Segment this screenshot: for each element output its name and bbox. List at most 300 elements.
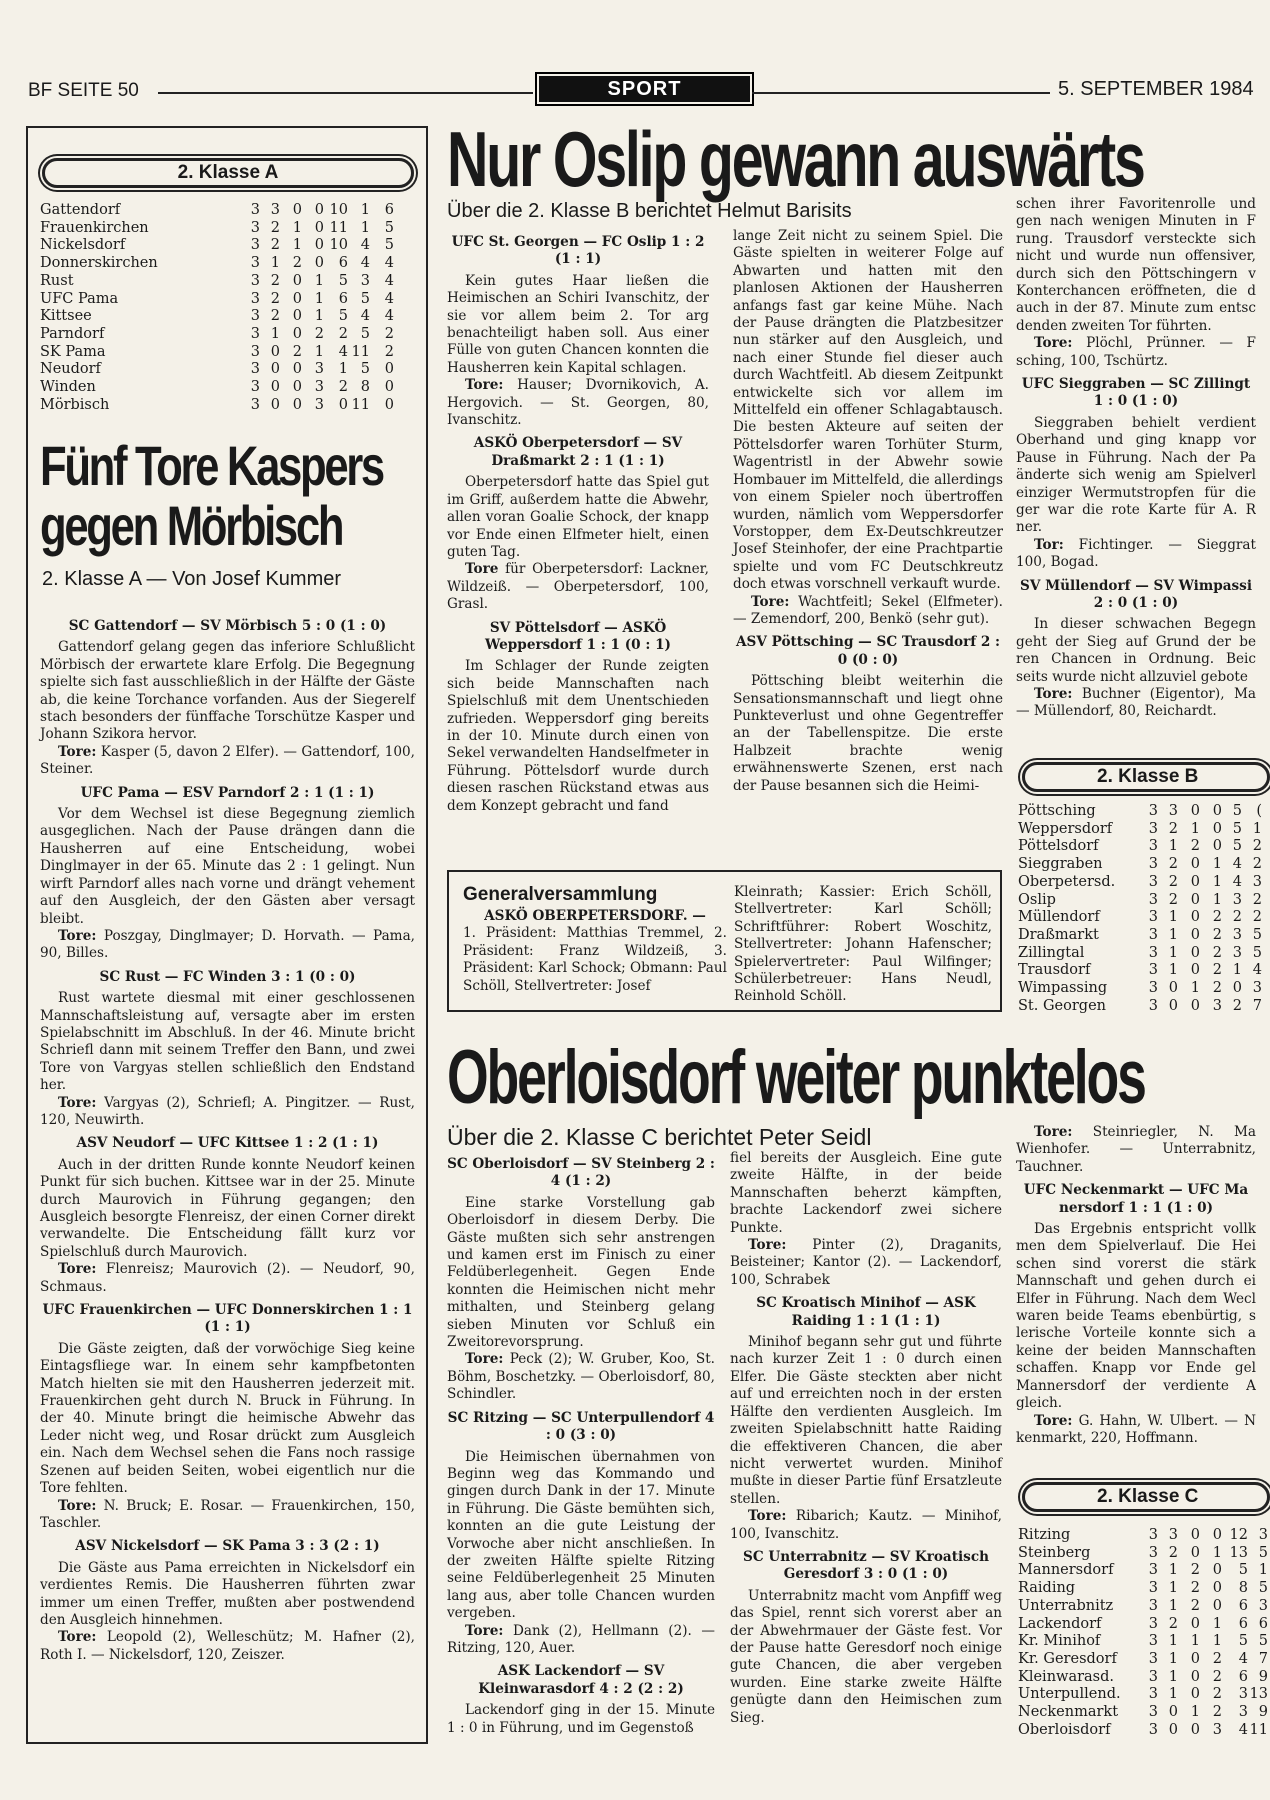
stat-value: 3 [1148, 873, 1158, 890]
standings-row [1018, 1562, 1268, 1580]
stat-value: 0 [292, 290, 302, 307]
article-c-column-1 [447, 1150, 715, 1737]
team-name: Rust [40, 272, 74, 289]
team-name: Winden [40, 379, 96, 396]
stat-value: 3 [250, 308, 260, 325]
stat-value: 6 [384, 202, 394, 218]
stat-value: 0 [270, 361, 280, 378]
scorers-line [40, 1095, 415, 1130]
match-heading: SC Rust — FC Winden 3 : 1 (0 : 0) [99, 968, 356, 985]
generalversammlung-left [463, 908, 727, 995]
stat-value: ( [1256, 803, 1262, 819]
stat-value: 8 [360, 379, 370, 396]
stat-value: 3 [1148, 891, 1158, 908]
stat-value: 0 [1190, 1721, 1200, 1738]
scorers-label: Tore: [58, 743, 97, 760]
stat-value: 2 [1212, 1668, 1222, 1685]
scorers-text: Leopold (2), Welleschütz; M. Hafner (2), Roth I. — Nickelsdorf, 120, Zeiszer. [40, 1629, 415, 1663]
stat-value: 1 [1168, 1633, 1178, 1650]
stat-value: 3 [314, 396, 324, 413]
standings-row [40, 220, 394, 238]
stat-value: 1 [1168, 962, 1178, 979]
stat-value: 2 [1168, 1544, 1178, 1561]
header-rule-left [158, 92, 533, 94]
generalversammlung-text-right: Kleinrath; Kassier: Erich Schöll, Stellvertreter: Karl Schöll; Schriftführer: Robert Woschitz, Stellvertreter: Johann Hafenscher; Spielervertreter: Paul Wilfinger; Schülerbetreuer: Hans Neudl, Reinhold Schöll. [734, 884, 992, 1005]
stat-value: 1 [1258, 1562, 1268, 1579]
scorers-text: Pinter (2), Draganits, Beisteiner; Kantor (2). — Lackendorf, 100, Schrabek [730, 1237, 1002, 1288]
stat-value: 3 [1148, 1704, 1158, 1721]
stat-value: 1 [314, 343, 324, 360]
scorers-line [1016, 1124, 1256, 1176]
scorers-text: N. Bruck; E. Rosar. — Frauenkirchen, 150, Taschler. [40, 1497, 415, 1531]
stat-value: 2 [1212, 944, 1222, 961]
stat-value: 3 [1148, 1544, 1158, 1561]
stat-value: 5 [1232, 838, 1242, 855]
stat-value: 3 [250, 290, 260, 307]
scorers-label: Tore: [1034, 1124, 1073, 1140]
stat-value: 2 [1168, 873, 1178, 890]
team-name: Trausdorf [1018, 962, 1091, 979]
team-name: Neudorf [40, 361, 101, 378]
stat-value: 2 [1190, 1562, 1200, 1579]
article-paragraph: Die Gäste zeigten, daß der vorwöchige Sieg keine Eintagsfliege war. In einem sehr kampfbetonten Match hielten sie mit den Hausherren jederzeit mit. Frauenkirchen geht durch N. Bruck in Führung. In der 40. Minute bringt die heimische Abwehr das Leder nicht weg, und Rosar drückt zum Ausgleich ein. Nach dem Wechsel sehen die Fans noch rassige Szenen auf beiden Seiten, wobei eigentlich nur die Tore fehlten. [40, 1340, 415, 1497]
stat-value: 2 [1232, 909, 1242, 926]
article-paragraph: Lackendorf ging in der 15. Minute 1 : 0 in Führung, und im Gegenstoß [447, 1702, 715, 1736]
stat-value: 1 [360, 202, 370, 218]
scorers-line [730, 1508, 1002, 1543]
stat-value: 1 [360, 219, 370, 236]
team-name: Pöttelsdorf [1018, 838, 1099, 855]
stat-value: 0 [1190, 1527, 1200, 1543]
stat-value: 8 [1238, 1580, 1248, 1597]
stat-value: 4 [360, 255, 370, 272]
stat-value: 5 [360, 325, 370, 342]
team-name: Mörbisch [40, 396, 110, 413]
stat-value: 3 [250, 361, 260, 378]
standings-row [1018, 892, 1262, 910]
scorers-label: Tore: [1034, 335, 1073, 352]
stat-value: 0 [1168, 1704, 1178, 1721]
stat-value: 1 [1212, 891, 1222, 908]
stat-value: 0 [1190, 856, 1200, 873]
stat-value: 2 [270, 308, 280, 325]
stat-value: 3 [250, 272, 260, 289]
stat-value: 3 [1238, 1686, 1248, 1703]
stat-value: 2 [1168, 891, 1178, 908]
stat-value: 6 [1238, 1668, 1248, 1685]
standings-row [40, 326, 394, 344]
stat-value: 2 [270, 290, 280, 307]
stat-value: 9 [1258, 1704, 1268, 1721]
article-paragraph: Vor dem Wechsel ist diese Begegnung ziemlich ausgeglichen. Nach der Pause drängen dann die Hausherren auf eine Entscheidung, wobei Dinglmayer in der 65. Minute das 2 : 1 gelingt. Nun wirft Parndorf alles nach vorne und drängt vehement auf den Ausgleich, der den Gästen aber versagt bleibt. [40, 806, 415, 927]
scorers-label: Tore: [465, 1622, 504, 1639]
klasse-a-standings [40, 202, 394, 414]
stat-value: 4 [384, 290, 394, 307]
stat-value: 3 [1148, 838, 1158, 855]
stat-value: 2 [1190, 838, 1200, 855]
match-heading: SC Oberloisdorf — SV Steinberg 2 : 4 (1 : 2) [447, 1156, 715, 1190]
standings-row [1018, 1580, 1268, 1598]
standings-row [1018, 980, 1262, 998]
standings-row [1018, 1722, 1268, 1740]
scorers-line [447, 377, 709, 429]
standings-row [40, 237, 394, 255]
scorers-label: Tore: [748, 1237, 787, 1254]
stat-value: 4 [384, 308, 394, 325]
stat-value: 0 [292, 202, 302, 218]
standings-row [40, 291, 394, 309]
stat-value: 4 [338, 343, 348, 360]
article-a-title-line1: Fünf Tore Kaspers [40, 434, 383, 497]
stat-value: 5 [1252, 926, 1262, 943]
generalversammlung-title: Generalversammlung [463, 884, 658, 905]
standings-row [40, 344, 394, 362]
article-paragraph: Das Ergebnis entspricht vollk men dem Spielverlauf. Die Hei schen sind vorerst die stärk Mannschaft und gehen durch ei Elfer in Führung. Nach dem Wecl waren beide Teams ebenbürtig, s lerische Vorteile konnte sich a keine der beiden Mannschaften schaffen. Knapp vor Ende gel Mannersdorf der verdiente A gleich. [1016, 1221, 1256, 1412]
team-name: Kr. Minihof [1018, 1633, 1101, 1650]
team-name: Oberpetersd. [1018, 873, 1116, 890]
stat-value: 6 [1258, 1615, 1268, 1632]
stat-value: 1 [1190, 980, 1200, 997]
stat-value: 3 [270, 202, 280, 218]
stat-value: 0 [1212, 803, 1222, 819]
stat-value: 3 [1148, 926, 1158, 943]
team-name: Donnerskirchen [40, 255, 158, 272]
stat-value: 2 [1168, 820, 1178, 837]
article-paragraph: Eine starke Vorstellung gab Oberloisdorf in diesem Derby. Die Gäste mußten sich sehr anstrengen und kamen erst im Finisch zu einer Feldüberlegenheit. Gegen Ende konnten die Heimischen nicht mehr mithalten, und Steinberg gelang sieben Minuten vor Schluß ein Zweitorevorsprung. [447, 1194, 715, 1351]
stat-value: 2 [1212, 909, 1222, 926]
stat-value: 3 [1238, 1704, 1248, 1721]
stat-value: 7 [1252, 997, 1262, 1014]
standings-row [1018, 945, 1262, 963]
scorers-line [447, 1623, 715, 1658]
article-c-title: Oberloisdorf weiter punktelos [447, 1035, 1145, 1120]
article-paragraph: Pöttsching bleibt weiterhin die Sensationsmannschaft und liegt ohne Punkteverlust und ohne Gegentreffer an der Tabellenspitze. Die erste Halbzeit brachte wenig erwähnenswerte Szenen, erst nach der Pause besannen sich die Heimi- [733, 673, 1003, 794]
stat-value: 0 [314, 219, 324, 236]
stat-value: 1 [270, 325, 280, 342]
stat-value: 0 [1168, 997, 1178, 1014]
scorers-label: Tore: [58, 927, 97, 944]
standings-row [1018, 998, 1262, 1016]
stat-value: 2 [1168, 1615, 1178, 1632]
issue-date: 5. SEPTEMBER 1984 [1058, 78, 1254, 100]
stat-value: 2 [1252, 856, 1262, 873]
stat-value: 1 [1212, 856, 1222, 873]
team-name: Zillingtal [1018, 944, 1085, 961]
stat-value: 2 [1168, 856, 1178, 873]
stat-value: 3 [1258, 1597, 1268, 1614]
standings-row [1018, 1545, 1268, 1563]
article-b-column-1 [447, 228, 709, 815]
stat-value: 4 [1252, 962, 1262, 979]
stat-value: 2 [270, 219, 280, 236]
standings-row [1018, 1669, 1268, 1687]
scorers-text: Plöchl, Prünner. — F sching, 100, Tschürtz. [1016, 335, 1256, 369]
team-name: Kr. Geresdorf [1018, 1650, 1117, 1667]
stat-value: 1 [314, 290, 324, 307]
stat-value: 0 [1190, 1544, 1200, 1561]
stat-value: 5 [360, 290, 370, 307]
match-heading: UFC Frauenkirchen — UFC Donnerskirchen 1 : 1 (1 : 1) [42, 1302, 413, 1336]
stat-value: 1 [270, 255, 280, 272]
scorers-line [1016, 335, 1256, 370]
stat-value: 4 [384, 272, 394, 289]
article-b-title: Nur Oslip gewann auswärts [447, 115, 1144, 203]
stat-value: 3 [250, 219, 260, 236]
scorers-label: Tore: [751, 593, 790, 610]
stat-value: 0 [1168, 980, 1178, 997]
team-name: Unterrabnitz [1018, 1597, 1114, 1614]
team-name: Ritzing [1018, 1527, 1071, 1543]
stat-value: 3 [1148, 997, 1158, 1014]
stat-value: 1 [1168, 944, 1178, 961]
stat-value: 10 [329, 237, 348, 254]
stat-value: 3 [250, 202, 260, 218]
stat-value: 4 [384, 255, 394, 272]
page-number: BF SEITE 50 [28, 80, 139, 101]
stat-value: 11 [1249, 1721, 1268, 1738]
scorers-text: Kasper (5, davon 2 Elfer). — Gattendorf, 100, Steiner. [40, 743, 415, 778]
stat-value: 0 [1190, 891, 1200, 908]
stat-value: 0 [292, 379, 302, 396]
stat-value: 2 [1232, 997, 1242, 1014]
klasse-c-heading: 2. Klasse C [1022, 1482, 1270, 1512]
stat-value: 3 [1232, 944, 1242, 961]
team-name: Kleinwarasd. [1018, 1668, 1114, 1685]
stat-value: 2 [1252, 891, 1262, 908]
stat-value: 4 [1232, 873, 1242, 890]
team-name: Raiding [1018, 1580, 1076, 1597]
standings-row [1018, 1633, 1268, 1651]
stat-value: 0 [1212, 1562, 1222, 1579]
stat-value: 5 [384, 219, 394, 236]
stat-value: 0 [1212, 1597, 1222, 1614]
stat-value: 0 [1232, 980, 1242, 997]
stat-value: 6 [1238, 1597, 1248, 1614]
stat-value: 2 [1212, 1704, 1222, 1721]
stat-value: 0 [1190, 873, 1200, 890]
stat-value: 5 [1238, 1633, 1248, 1650]
stat-value: 2 [270, 237, 280, 254]
team-name: SK Pama [40, 343, 106, 360]
stat-value: 5 [1232, 820, 1242, 837]
stat-value: 3 [1148, 909, 1158, 926]
stat-value: 3 [1232, 891, 1242, 908]
stat-value: 0 [1212, 1527, 1222, 1543]
match-heading: UFC Pama — ESV Parndorf 2 : 1 (1 : 1) [80, 784, 375, 801]
stat-value: 3 [1168, 803, 1178, 819]
stat-value: 3 [1148, 980, 1158, 997]
standings-row [40, 308, 394, 326]
standings-row [40, 255, 394, 273]
stat-value: 0 [292, 272, 302, 289]
standings-row [1018, 1616, 1268, 1634]
scorers-text: Hauser; Dvornikovich, A. Hergovich. — St. Georgen, 80, Ivanschitz. [447, 377, 709, 429]
article-paragraph: Unterrabnitz macht vom Anpfiff weg das Spiel, rennt sich vorerst aber an der Abwehrmauer der Gäste fest. Vor der Pause hatte Geresdorf noch einige gute Chancen, die aber vergeben wurden. Eine starke zweite Hälfte genügte dann den Heimischen zum Sieg. [730, 1587, 1002, 1726]
standings-row [40, 397, 394, 415]
scorers-line [1016, 1413, 1256, 1448]
stat-value: 3 [1148, 820, 1158, 837]
scorers-label: Tore: [1034, 685, 1073, 702]
stat-value: 1 [1168, 1686, 1178, 1703]
stat-value: 0 [1190, 1615, 1200, 1632]
stat-value: 0 [292, 325, 302, 342]
stat-value: 5 [1258, 1580, 1268, 1597]
stat-value: 5 [1232, 803, 1242, 819]
scorers-line [447, 561, 709, 613]
scorers-line [40, 928, 415, 963]
scorers-text: Ribarich; Kautz. — Minihof, 100, Ivanschitz. [730, 1508, 1002, 1542]
standings-row [1018, 1598, 1268, 1616]
stat-value: 3 [1148, 1721, 1158, 1738]
stat-value: 13 [1249, 1686, 1268, 1703]
stat-value: 0 [1190, 1686, 1200, 1703]
stat-value: 0 [1190, 1650, 1200, 1667]
article-a-body [40, 612, 415, 1664]
article-paragraph: lange Zeit nicht zu seinem Spiel. Die Gäste spielten in weiterer Folge auf Abwarten und hatten mit den planlosen Aktionen der Hausherren anfangs fast gar keine Mühe. Nach der Pause drängten die Platzbesitzer nun stärker auf den Ausgleich, und nach einer Stunde fiel dieser auch durch Wachtfeitl. Ab diesem Zeitpunkt entwickelte sich vor allem im Mittelfeld ein offener Schlagabtausch. Die besten Akteure auf seiten der Pöttelsdorfer waren Torhüter Sturm, Wagentristl in der Abwehr sowie Hombauer im Mittelfeld, die allerdings von einem Spieler noch übertroffen wurden, nämlich vom Weppersdorfer Vorstopper, dem Ex-Deutschkreutzer Josef Steinhofer, der eine Prachtpartie spielte und vom FC Deutschkreutz doch etwas vorschnell verkauft wurde. [733, 228, 1003, 593]
stat-value: 4 [1232, 856, 1242, 873]
scorers-text: Vargyas (2), Schriefl; A. Pingitzer. — Rust, 120, Neuwirth. [40, 1094, 415, 1128]
stat-value: 3 [1148, 856, 1158, 873]
stat-value: 2 [1212, 962, 1222, 979]
stat-value: 11 [329, 219, 348, 236]
scorers-line [40, 1498, 415, 1533]
stat-value: 0 [270, 396, 280, 413]
header-rule-right [752, 92, 1050, 94]
stat-value: 3 [1148, 1633, 1158, 1650]
stat-value: 3 [250, 255, 260, 272]
team-name: Pöttsching [1018, 803, 1096, 819]
stat-value: 3 [1212, 1721, 1222, 1738]
stat-value: 2 [1190, 1580, 1200, 1597]
article-paragraph: Gattendorf gelang gegen das inferiore Schlußlicht Mörbisch der erwartete klare Erfolg. Die Begegnung spielte sich fast ausschließlich in der Hälfte der Gäste ab, die keine Torchance vorfanden. Aus der Siegerelf stach besonders der fünffache Torschütze Kasper und Johann Szikora hervor. [40, 639, 415, 743]
stat-value: 0 [1190, 803, 1200, 819]
article-paragraph: In dieser schwachen Begegn geht der Sieg auf Grund der be ren Chancen in Ordnung. Beic seits wurde nicht allzuviel gebote [1016, 616, 1256, 685]
stat-value: 2 [384, 325, 394, 342]
standings-row [1018, 821, 1262, 839]
stat-value: 3 [1148, 1527, 1158, 1543]
stat-value: 3 [1252, 873, 1262, 890]
team-name: Draßmarkt [1018, 926, 1099, 943]
standings-row [1018, 838, 1262, 856]
stat-value: 6 [338, 290, 348, 307]
stat-value: 0 [384, 396, 394, 413]
team-name: Weppersdorf [1018, 820, 1113, 837]
stat-value: 3 [250, 343, 260, 360]
stat-value: 1 [1168, 926, 1178, 943]
stat-value: 3 [1148, 1615, 1158, 1632]
standings-row [1018, 962, 1262, 980]
stat-value: 3 [250, 379, 260, 396]
stat-value: 1 [292, 219, 302, 236]
stat-value: 2 [314, 325, 324, 342]
article-paragraph: Minihof begann sehr gut und führte nach kurzer Zeit 1 : 0 durch einen Elfer. Die Gäste steckten aber nicht auf und erreichten noch in der ersten Hälfte den verdienten Ausgleich. Im zweiten Spielabschnitt hatte Raiding die effektiveren Chancen, die aber nicht verwertet wurden. Minihof mußte in dieser Partie fünf Ersatzleute stellen. [730, 1334, 1002, 1507]
scorers-line [447, 1351, 715, 1403]
section-label: SPORT [535, 72, 754, 106]
stat-value: 3 [1168, 1527, 1178, 1543]
article-a-byline: 2. Klasse A — Von Josef Kummer [42, 568, 342, 590]
stat-value: 0 [1190, 997, 1200, 1014]
stat-value: 1 [1212, 1633, 1222, 1650]
scorers-line [40, 1261, 415, 1296]
stat-value: 5 [1258, 1633, 1268, 1650]
standings-row [40, 273, 394, 291]
team-name: Sieggraben [1018, 856, 1103, 873]
klasse-b-standings [1018, 803, 1262, 1015]
team-name: Nickelsdorf [40, 237, 126, 254]
scorers-text: Fichtinger. — Sieggrat 100, Bogad. [1016, 536, 1256, 571]
match-heading: UFC St. Georgen — FC Oslip 1 : 2 (1 : 1) [451, 234, 705, 268]
article-b-column-2 [733, 228, 1003, 795]
klasse-c-standings [1018, 1527, 1268, 1739]
match-heading: UFC Neckenmarkt — UFC Ma nersdorf 1 : 1 (1 : 0) [1023, 1182, 1249, 1216]
stat-value: 1 [314, 308, 324, 325]
stat-value: 2 [338, 325, 348, 342]
match-heading: UFC Sieggraben — SC Zillingt 1 : 0 (1 : 0) [1021, 376, 1251, 410]
scorers-label: Tore: [58, 1094, 97, 1111]
stat-value: 1 [314, 272, 324, 289]
scorers-text: Peck (2); W. Gruber, Koo, St. Böhm, Boschetzky. — Oberloisdorf, 80, Schindler. [447, 1351, 715, 1403]
stat-value: 13 [1229, 1544, 1248, 1561]
match-heading: ASV Pöttsching — SC Trausdorf 2 : 0 (0 : 0) [735, 634, 1001, 668]
stat-value: 0 [314, 202, 324, 218]
stat-value: 1 [1190, 1704, 1200, 1721]
team-name: Neckenmarkt [1018, 1704, 1119, 1721]
stat-value: 5 [384, 237, 394, 254]
stat-value: 0 [1190, 1668, 1200, 1685]
generalversammlung-box [447, 870, 1002, 1012]
stat-value: 3 [1148, 1650, 1158, 1667]
standings-row [1018, 1704, 1268, 1722]
scorers-line [40, 1629, 415, 1664]
stat-value: 3 [1148, 1668, 1158, 1685]
stat-value: 3 [1148, 1562, 1158, 1579]
stat-value: 11 [351, 396, 370, 413]
stat-value: 3 [1148, 1597, 1158, 1614]
stat-value: 2 [1212, 1650, 1222, 1667]
stat-value: 0 [1168, 1721, 1178, 1738]
stat-value: 1 [292, 237, 302, 254]
team-name: St. Georgen [1018, 997, 1107, 1014]
stat-value: 1 [1168, 1562, 1178, 1579]
stat-value: 4 [1238, 1650, 1248, 1667]
stat-value: 0 [338, 396, 348, 413]
stat-value: 0 [292, 396, 302, 413]
stat-value: 7 [1258, 1650, 1268, 1667]
match-heading: ASV Neudorf — UFC Kittsee 1 : 2 (1 : 1) [76, 1135, 379, 1152]
stat-value: 1 [1190, 1633, 1200, 1650]
article-paragraph: Oberpetersdorf hatte das Spiel gut im Griff, außerdem hatte die Abwehr, allen voran Goalie Schock, der knapp vor Ende einen Elfmeter hielt, einen guten Tag. [447, 474, 709, 560]
standings-row [1018, 927, 1262, 945]
match-heading: SC Kroatisch Minihof — ASK Raiding 1 : 1 (1 : 1) [756, 1295, 976, 1329]
stat-value: 1 [338, 361, 348, 378]
stat-value: 0 [1212, 820, 1222, 837]
team-name: Frauenkirchen [40, 219, 149, 236]
scorers-line [40, 744, 415, 779]
stat-value: 3 [250, 325, 260, 342]
stat-value: 3 [1148, 944, 1158, 961]
scorers-line [730, 1237, 1002, 1289]
match-heading: ASKÖ Oberpetersdorf — SV Draßmarkt 2 : 1 (1 : 1) [473, 435, 683, 469]
scorers-line [1016, 686, 1256, 721]
standings-row [1018, 1686, 1268, 1704]
match-heading: SC Unterrabnitz — SV Kroatisch Geresdorf 3 : 0 (1 : 0) [743, 1548, 989, 1583]
match-heading: ASK Lackendorf — SV Kleinwarasdorf 4 : 2 (2 : 2) [478, 1663, 684, 1697]
stat-value: 1 [1252, 820, 1262, 837]
stat-value: 1 [1168, 1597, 1178, 1614]
scorers-label: Tore [465, 561, 499, 578]
stat-value: 0 [1190, 944, 1200, 961]
stat-value: 4 [360, 308, 370, 325]
